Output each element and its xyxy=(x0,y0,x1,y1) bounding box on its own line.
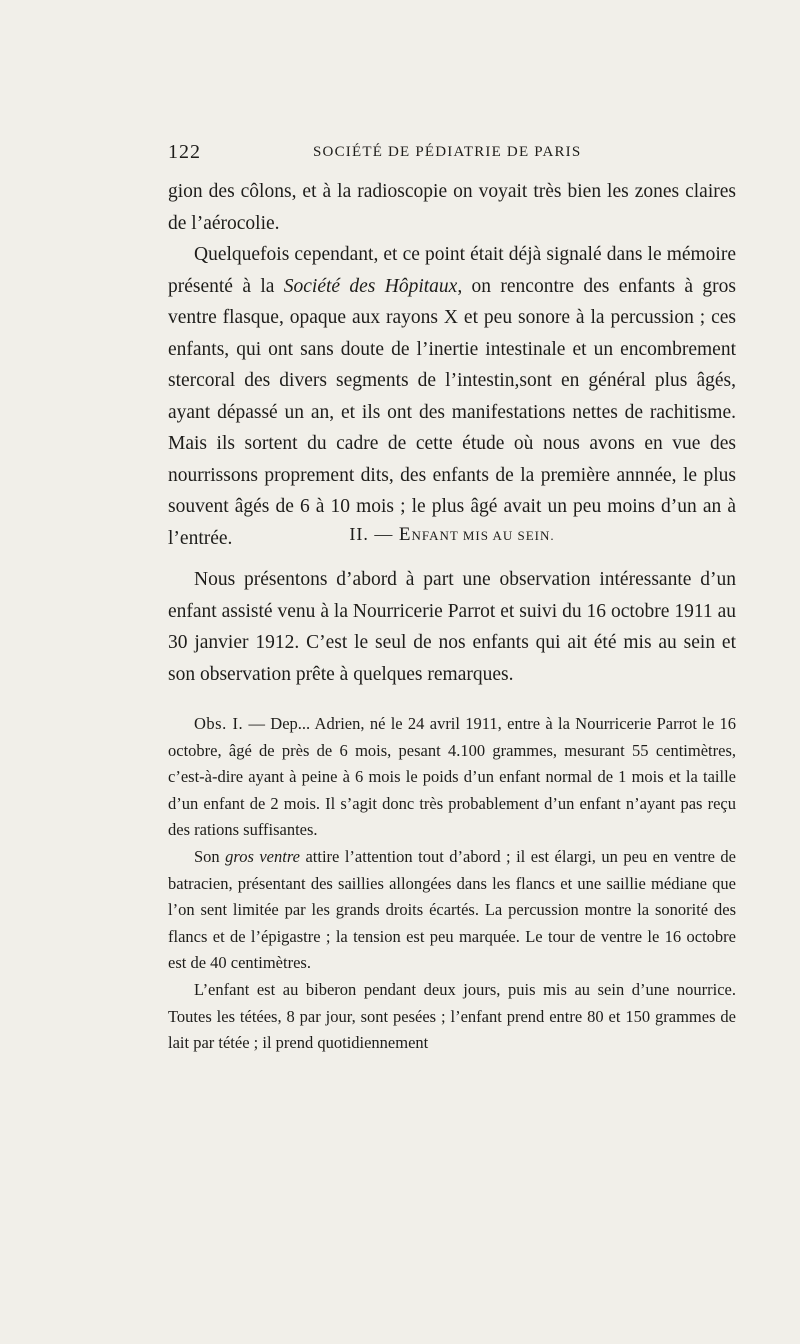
observation-paragraph-2 xyxy=(168,844,736,977)
paragraph-quelquefois xyxy=(168,239,736,554)
text-block-intro xyxy=(168,176,736,554)
observation-block xyxy=(168,711,736,1057)
observation-paragraph-3: L’enfant est au biberon pendant deux jours, puis mis au sein d’une nourrice. Toutes les tétées, 8 par jour, sont pesées ; l’enfant prend entre 80 et 150 grammes de lait par tétée ; il prend quotidiennement xyxy=(168,979,736,1053)
running-title: SOCIÉTÉ DE PÉDIATRIE DE PARIS xyxy=(313,144,582,160)
section-title: NFANT MIS AU SEIN. xyxy=(411,528,555,543)
paragraph-text: Quelquefois cependant, et ce point était déjà signalé dans le mémoire présenté à la xyxy=(168,244,736,297)
paragraph-text: , on rencontre des enfants à gros ventre flasque, opaque aux rayons X et peu sonore à la percussion ; ces enfants, qui ont sans doute de l’inertie intestinale et un encombrement stercoral des divers segments de l’intestin,sont en général plus âgés, ayant dépassé un an, et ils ont des manifestations nettes de rachitisme. Mais ils sortent du cadre de cette étude où nous avons en vue des nourrissons proprement dits, des enfants de la première annnée, le plus souvent âgés de 6 à 10 mois ; le plus âgé avait un peu moins d’un an à l’entrée. xyxy=(168,275,736,549)
observation-paragraph-1 xyxy=(168,711,736,844)
paragraph-text: — Dep... Adrien, né le 24 avril 1911, entre à la Nourricerie Parrot le 16 octobre, âgé de près de 6 mois, pesant 4.100 grammes, mesurant 55 centimètres, c’est-à-dire ayant à peine à 6 mois le poids d’un enfant normal de 1 mois et la taille d’un enfant de 2 mois. Il s’agit donc très probablement d’un enfant n’ayant pas reçu des rations suffisantes. xyxy=(168,714,736,840)
page-number: 122 xyxy=(168,141,201,163)
text-block-presentation xyxy=(168,564,736,690)
page-header xyxy=(168,141,736,167)
observation-label: Obs. I. xyxy=(194,714,244,733)
emphasis-italic: gros ventre xyxy=(225,846,300,866)
paragraph-text: attire l’attention tout d’abord ; il est élargi, un peu en ventre de batracien, présentant des saillies allongées dans les flancs et une saillie médiane que l’on sent limitée par les grands droits écartés. La percussion montre la sonorité des flancs et de l’épigastre ; la tension est peu marquée. Le tour de ventre le 16 octobre est de 40 centimètres. xyxy=(168,846,736,973)
section-heading xyxy=(168,524,736,546)
paragraph-nous-presentons: Nous présentons d’abord à part une observation intéressante d’un enfant assisté venu à la Nourricerie Parrot et suivi du 16 octobre 1911 au 30 janvier 1912. C’est le seul de nos enfants qui ait été mis au sein et son observation prête à quelques remarques. xyxy=(168,569,736,685)
section-numeral: II. — xyxy=(349,524,399,544)
journal-title-italic: Société des Hôpitaux xyxy=(283,275,458,297)
paragraph-text: Son xyxy=(194,846,226,866)
paragraph-continuation: gion des côlons, et à la radioscopie on voyait très bien les zones claires de l’aérocolie. xyxy=(168,181,736,234)
section-initial: E xyxy=(398,524,412,545)
